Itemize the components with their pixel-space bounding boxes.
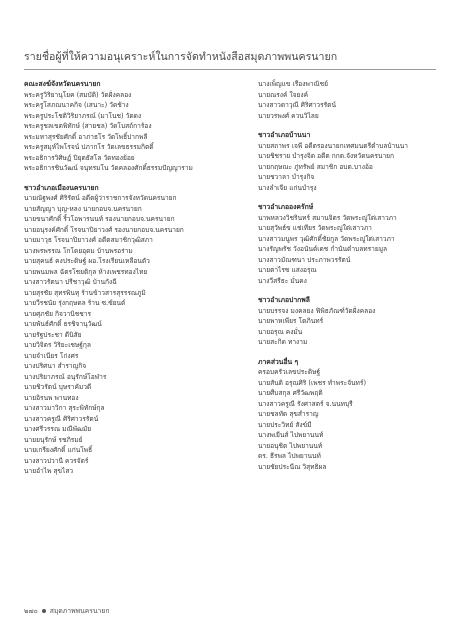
contributor-name: พระครูชลเขตพิทักษ์ (สายชล) วัดโบสถ์การ้อง xyxy=(24,122,152,130)
section-gap xyxy=(258,286,448,295)
contributor-section xyxy=(258,79,448,121)
contributor-name: นายสุวัพธ์ข แช่เทียร วัดพระญู่ใต่เสาวภา xyxy=(258,224,372,232)
contributor-name: นางปริยาภรณ์ อนุรักษ์โอฬาร xyxy=(24,372,107,381)
page-title: รายชื่อผู้ที่ให้ความอนุเคราะห์ในการจัดทำหนังสือสมุดภาพพนครนายก xyxy=(24,51,338,63)
section-heading: ภาคส่วนอื่น ๆ xyxy=(258,357,299,366)
contributor-name: นายศุภชัย กิจวานิชชาร xyxy=(24,309,92,318)
contributor-name: ดร. ธีรพล ไปพยานนท์ xyxy=(258,452,321,460)
left-column xyxy=(24,79,244,477)
contributor-name: นายยนุรักษ์ รชภิรมย์ xyxy=(24,435,83,444)
contributor-name: พระครูวิริยานุโยค (สมบัติ) วัดฝั่งคลอง xyxy=(24,90,132,99)
title-divider xyxy=(24,69,436,70)
contributor-name: ครอบครัวเลขประดิษฐ์ xyxy=(258,368,321,376)
contributor-name: พระอธิการวิศิษฏ์ ปิยุตธัสโล วัดทองย้อย xyxy=(24,153,135,162)
contributor-name: นายมาวุธ โรจนาปิยาวงศ์ อดีตสมาชิกวุฒิสภา xyxy=(24,236,153,244)
contributor-name: นางพรพรรณ โกโดยอุดม บ้านพรอร่าม xyxy=(24,246,133,255)
contributor-name: นายอิรนพ พานทอง xyxy=(24,393,79,402)
contributor-name: นายชวาลา บำรุงกิจ xyxy=(258,173,315,181)
contributor-name: นางสาวปวานี ควรจัตร์ xyxy=(24,456,89,465)
page-footer xyxy=(24,605,109,616)
contributor-name: นายวีรชนัย รุ่งกฤษดล ร้าน ซ.ซ์ยนต์ xyxy=(24,299,126,307)
section-heading: คณะสงฆ์จังหวัดนครนายก xyxy=(24,80,101,88)
contributor-name: นายสถาพร เจพี อดีตรองนายกเทศมนตรีตำบลบ้านนา xyxy=(258,141,408,150)
section-heading: ชาวอำเภอปากพลี xyxy=(258,296,310,304)
section-heading: ชาวอำเภอองครักษ์ xyxy=(258,203,314,211)
contributor-name: นางสาวมนูพร วุฒิศักดิ์ชัยกูล วัดพระญู่ใต่เสาวภา xyxy=(258,234,395,243)
section-gap xyxy=(258,348,448,357)
contributor-name: นายบรรจง มงคลยง ฟิพิธภัณฑ์วัดฝั่งคลอง xyxy=(258,306,376,315)
contributor-name: นายพนมพล ฉัตรโชยติกุล ห้างเพชรทองไทย xyxy=(24,267,148,276)
contributor-name: นางปริศนา สำราญกิจ xyxy=(24,362,87,370)
contributor-name: นายเกรียงศักดิ์ แก่นโพธิ์ xyxy=(24,446,93,454)
contributor-name: นางเพ็ญแข เรืองพาณิชย์ xyxy=(258,80,328,88)
contributor-name: นายณรงค์ ใจยงค์ xyxy=(258,90,309,99)
contributor-name: นางสาวครูณี รังศาสตร์ จ.นนทบุรี xyxy=(258,399,353,408)
contributor-name: นางลำเจีย แก่นบำรุง xyxy=(258,183,317,192)
contributor-name: นาพหลวงวิชรินทร์ สมานจิตร วัดพระญู่ใต่เสาวภา xyxy=(258,213,397,222)
section-heading: ชาวอำเภอเมืองนครนายก xyxy=(24,183,99,192)
contributor-name: พระครูประโชติวิริยาภรณ์ (มาโนช) วัดดง xyxy=(24,111,142,120)
section-gap xyxy=(24,174,244,183)
right-column xyxy=(258,79,448,472)
section-heading: ชาวอำเภอบ้านนา xyxy=(258,131,311,139)
contributor-name: นายประวิทย์ สังข์มี xyxy=(258,420,312,429)
contributor-name: นายอนุรงค์ศักดิ์ โรจนาปิยาวงศ์ รองนายกอบจ.นครนายก xyxy=(24,225,184,234)
contributor-name: นายรัฐประชา ดีนิสัย xyxy=(24,330,82,339)
contributor-name: นายวรพงศ์ ควนวิไลย xyxy=(258,111,319,120)
contributor-name: นายจำเนียร โก่งศร xyxy=(24,351,79,360)
contributor-name: นายชลทัด สุขสำราญ xyxy=(258,410,319,418)
contributor-name: นายศืบสกุล ศรีวัฒพฤติ xyxy=(258,389,323,397)
contributor-name: นางรัญพรัช วังอนันต์เดช กำนันตำบลทรายมูล xyxy=(258,245,388,253)
contributor-name: นายชิชราย บำรุงจิต อดีต กกต.จังหวัดนครนายก xyxy=(258,152,395,160)
contributor-name: นายพันธ์ศักดิ์ ธรชิจานุวัฒน์ xyxy=(24,320,102,328)
contributor-name: นายสุรชัย สุทรพินทุ ร้านข้าวสารสุรรรณภูมิ xyxy=(24,288,146,297)
contributor-name: พระครูโสภณนาคกิจ (เสนาะ) วัดช้าง xyxy=(24,101,129,109)
contributor-name: นายขนาศักดิ์ ริ้วโอพารนนท์ รองนายกอบจ.นครนายก xyxy=(24,215,175,223)
contributor-section xyxy=(258,357,448,473)
page-number: ๒๗๐ xyxy=(24,607,38,615)
contributor-name: นายกฤษณะ ภู่ทรัพย์ สมาชิก อบต.บางอ้อ xyxy=(258,162,373,171)
contributor-section xyxy=(24,79,244,174)
contributor-name: พระอธิการชินวัฒน์ จนุทรมโน วัดคลองศักดิ์ธรรมปัญญาราม xyxy=(24,164,193,172)
contributor-name: นายอรุณ คงมั่น xyxy=(258,327,303,336)
contributor-name: นายอำไพ สุขไสว xyxy=(24,467,74,475)
contributor-name: นางพเยีนส์ ไปพยานนท์ xyxy=(258,431,324,439)
contributor-name: นายชิวรัตน์ บุษราคัมวดี xyxy=(24,383,92,391)
section-gap xyxy=(258,193,448,202)
contributor-name: นายสัญญา บุญ-หลง นายกอบจ.นครนายก xyxy=(24,204,142,213)
contributor-name: นางศรีวรรณ มณีพัฒมัย xyxy=(24,425,92,433)
contributor-name: นายสันติ อรุณศิริ (เพชร ทำพระจันทร์) xyxy=(258,378,367,387)
contributor-name: นางสาวมัณฑนา ประภาพวรรัตน์ xyxy=(258,255,351,264)
contributor-name: นายณัฐพงศ์ ศิริรัตน์ อดีตผู้ว่าราชการจังหวัดนครนายก xyxy=(24,194,177,202)
contributor-name: นายสุคนธ์ คงประดิษฐ์ ผอ.โรงเรียนเหลือนตัว xyxy=(24,257,150,265)
contributor-name: นายอนุชิต ไปพยานนท์ xyxy=(258,441,323,450)
contributor-section xyxy=(258,130,448,193)
contributor-name: นางวีสรีธะ มั่นคง xyxy=(258,276,307,285)
bullet-icon xyxy=(42,609,46,613)
contributor-name: นางสาวครูณี ศิริศาวรรัตน์ xyxy=(24,414,99,423)
contributor-name: นายสะกิด ทางาม xyxy=(258,338,308,346)
contributor-section xyxy=(258,202,448,286)
book-title: สมุดภาพพนครนายก xyxy=(49,607,110,615)
contributor-name: นายวิจิตร วิริยะเชษฐ์กุล xyxy=(24,341,91,349)
contributor-section xyxy=(24,183,244,477)
contributor-section xyxy=(258,295,448,348)
section-gap xyxy=(258,121,448,130)
contributor-name: นายพาหเพียร โดภินทร์ xyxy=(258,317,324,325)
contributor-name: นายตาไรซ แสงอรุณ xyxy=(258,266,317,274)
contributor-name: นางสาวมาวิกา สุระพิทักษ์กุล xyxy=(24,404,105,412)
contributor-name: พระมหาสุรชัยศักดิ์ อาภาธโร วัดโพธิ์ปากพลี xyxy=(24,132,148,141)
contributor-name: นางสาวดาวุณี ศิริศาวรรัตน์ xyxy=(258,101,336,109)
contributor-name: นายชัยประนีณ วิสุทธิผล xyxy=(258,462,327,471)
contributor-name: พระครูสมุห์ไพโรจน์ ปภากโร วัดเลขธรรมกิตติ์ xyxy=(24,143,154,151)
contributor-name: นางสาวรัตนา ปรีชาวุฒิ บ้านกังฉี xyxy=(24,278,117,286)
